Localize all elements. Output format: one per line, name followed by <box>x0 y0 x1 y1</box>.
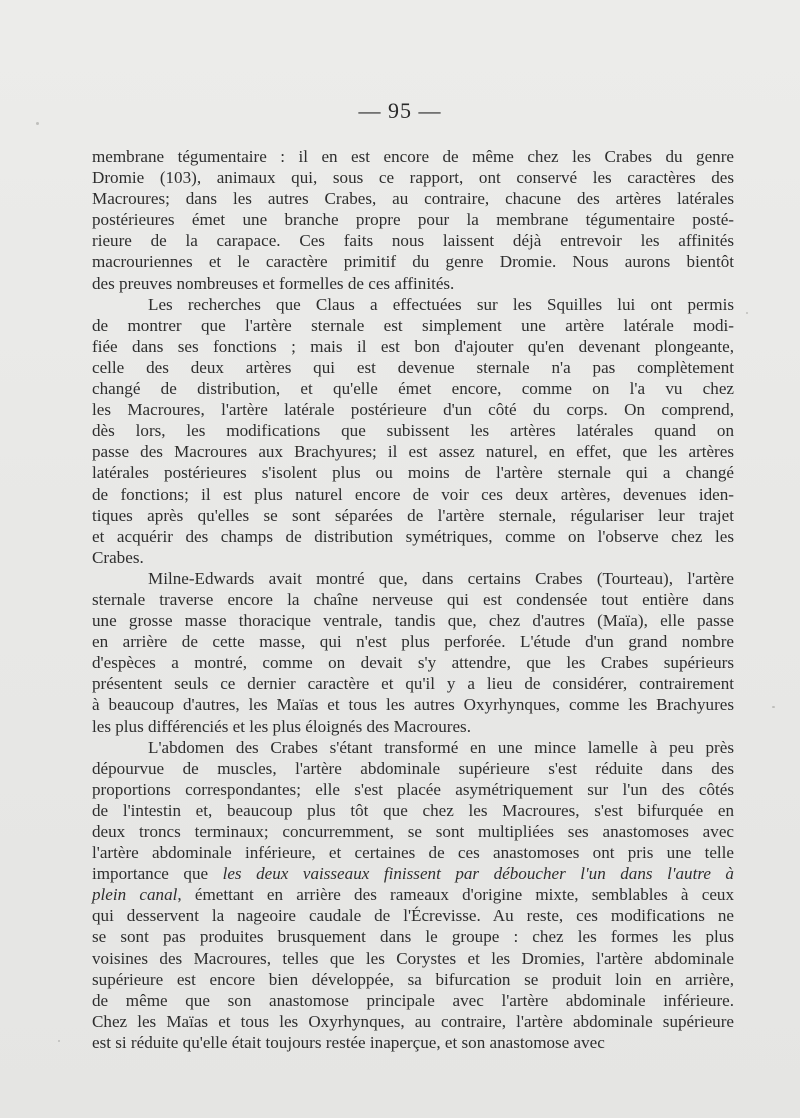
text-line: Chez les Maïas et tous les Oxyrhynques, au contraire, l'artère abdominale supérieure <box>92 1011 734 1031</box>
text-line: Dromie (103), animaux qui, sous ce rapport, ont conservé les caractères des <box>92 168 734 188</box>
italic-run: plein canal <box>92 885 178 905</box>
text-line: les Macroures, l'artère latérale postérieure d'un côté du corps. On comprend, <box>92 400 734 420</box>
italic-run: les deux vaisseaux finissent par déboucher l'un dans l'autre à <box>222 864 734 884</box>
text-line: les plus différenciés et les plus éloignés des Macroures. <box>92 716 471 736</box>
text-line: Macroures; dans les autres Crabes, au contraire, chacune des artères latérales <box>92 189 734 209</box>
paper-speck <box>772 706 775 708</box>
text-line: Les recherches que Claus a effectuées sur les Squilles lui ont permis <box>148 294 734 314</box>
paper-speck <box>36 122 39 125</box>
text-line: qui desservent la nageoire caudale de l'Écrevisse. Au reste, ces modifications ne <box>92 906 734 926</box>
text-line: L'abdomen des Crabes s'étant transformé en une mince lamelle à peu près <box>148 737 734 757</box>
text-line: et acquérir des champs de distribution symétriques, comme on l'observe chez les <box>92 526 734 546</box>
text-line <box>92 863 734 884</box>
text-run: importance que <box>92 864 223 884</box>
text-line: dépourvue de muscles, l'artère abdominale supérieure s'est réduite dans des <box>92 758 734 778</box>
text-line: Milne-Edwards avait montré que, dans certains Crabes (Tourteau), l'artère <box>148 568 734 588</box>
text-line: des preuves nombreuses et formelles de ces affinités. <box>92 273 455 293</box>
text-line: de fonctions; il est plus naturel encore de voir ces deux artères, devenues iden- <box>92 484 734 504</box>
text-line: de montrer que l'artère sternale est simplement une artère latérale modi- <box>92 315 734 335</box>
body-text <box>92 146 734 1053</box>
text-line: postérieures émet une branche propre pour la membrane tégumentaire posté- <box>92 210 734 230</box>
text-line: tiques après qu'elles se sont séparées de l'artère sternale, régulariser leur trajet <box>92 505 734 525</box>
text-run: , émettant en arrière des rameaux d'origine mixte, semblables à ceux <box>177 885 735 905</box>
paper-speck <box>58 1040 60 1042</box>
text-line: une grosse masse thoracique ventrale, tandis que, chez d'autres (Maïa), elle passe <box>92 611 734 631</box>
text-line: macrouriennes et le caractère primitif du genre Dromie. Nous aurons bientôt <box>92 252 734 272</box>
paper-speck <box>746 312 748 314</box>
text-line: rieure de la carapace. Ces faits nous laissent déjà entrevoir les affinités <box>92 231 734 251</box>
text-line: de même que son anastomose principale avec l'artère abdominale inférieure. <box>92 990 734 1010</box>
text-line: deux troncs terminaux; concurremment, se sont multipliées ses anastomoses avec <box>92 822 734 841</box>
text-line: Crabes. <box>92 547 144 567</box>
text-line: sternale traverse encore la chaîne nerveuse qui est condensée tout entière dans <box>92 589 734 609</box>
text-line: présentent seuls ce dernier caractère et qu'il y a lieu de considérer, contrairement <box>92 674 734 694</box>
text-line <box>92 884 734 905</box>
text-line: d'espèces a montré, comme on devait s'y attendre, que les Crabes supérieurs <box>92 653 734 673</box>
text-line: dès lors, les modifications que subissent les artères latérales quand on <box>92 421 734 441</box>
paragraph <box>92 568 734 737</box>
text-line: membrane tégumentaire : il en est encore de même chez les Crabes du genre <box>92 147 734 166</box>
paragraph <box>92 737 734 1053</box>
text-line: latérales postérieures s'isolent plus ou moins de l'artère sternale qui a changé <box>92 463 734 483</box>
text-line: en arrière de cette masse, qui n'est plus perforée. L'étude d'un grand nombre <box>92 632 734 652</box>
text-line: l'artère abdominale inférieure, et certaines de ces anastomoses ont pris une telle <box>92 843 734 863</box>
text-line: est si réduite qu'elle était toujours restée inaperçue, et son anastomose avec <box>92 1032 605 1052</box>
text-line: à beaucoup d'autres, les Maïas et tous les autres Oxyrhynques, comme les Brachyures <box>92 695 734 715</box>
paragraph <box>92 146 734 294</box>
text-line: supérieure est encore bien développée, sa bifurcation se produit loin en arrière, <box>92 969 734 989</box>
text-line: de l'intestin et, beaucoup plus tôt que chez les Macroures, s'est bifurquée en <box>92 800 734 820</box>
paragraph <box>92 294 734 568</box>
text-line: proportions correspondantes; elle s'est placée asymétriquement sur l'un des côtés <box>92 779 734 799</box>
text-line: se sont pas produites brusquement dans le groupe : chez les formes les plus <box>92 927 734 947</box>
text-line: celle des deux artères qui est devenue sternale n'a pas complètement <box>92 357 734 377</box>
text-line: fiée dans ses fonctions ; mais il est bon d'ajouter qu'en devenant plongeante, <box>92 336 734 356</box>
text-line: changé de distribution, et qu'elle émet encore, comme on l'a vu chez <box>92 379 734 399</box>
text-line: voisines des Macroures, telles que les Corystes et les Dromies, l'artère abdominale <box>92 948 734 968</box>
text-line: passe des Macroures aux Brachyures; il est assez naturel, en effet, que les artères <box>92 442 734 462</box>
page-number: — 95 — <box>358 98 442 123</box>
